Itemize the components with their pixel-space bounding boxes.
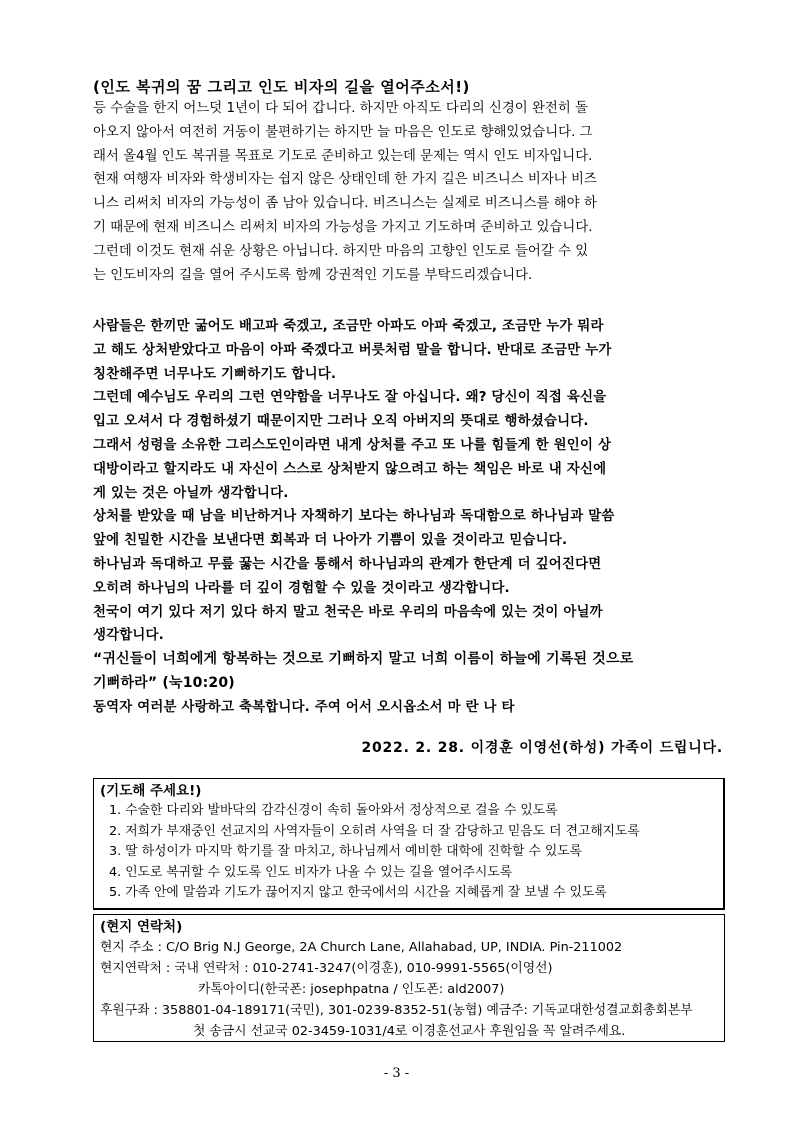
prayer-item: 3. 딸 하성이가 마지막 학기를 잘 마치고, 하나님께서 예비한 대학에 진학할 수 있도록 (109, 844, 583, 859)
prayer-item: 4. 인도로 복귀할 수 있도록 인도 비자가 나올 수 있는 길을 열어주시도록 (109, 864, 513, 880)
prayer-requests-box (93, 778, 725, 910)
phone-row (100, 958, 718, 979)
text-line: 그런데 이것도 현재 쉬운 상황은 아닙니다. 하지만 마음의 고향인 인도로 들어갈 수 있 (93, 243, 589, 259)
prayer-item: 2. 저희가 부재중인 선교지의 사역자들이 오히려 사역을 더 잘 감당하고 믿음도 더 견고해지도록 (109, 823, 640, 839)
scripture-quote-line: “귀신들이 너희에게 항복하는 것으로 기뻐하지 말고 너희 이름이 하늘에 기록된 것으로 (93, 651, 634, 668)
account-value: 358801-04-189171(국민), 301-0239-8352-51(농협) 예금주: 기독교대한성결교회총회본부 (161, 1003, 693, 1018)
text-line: 천국이 여기 있다 저기 있다 하지 말고 천국은 바로 우리의 마음속에 있는 것이 아닐까 (93, 604, 603, 620)
devotional-paragraph (93, 315, 705, 720)
text-line: 고 해도 상처받았다고 마음이 아파 죽겠다고 버릇처럼 말을 합니다. 반대로 조금만 누가 (93, 342, 612, 358)
text-line: 사람들은 한끼만 굶어도 배고파 죽겠고, 조금만 아파도 아파 죽겠고, 조금만 누가 뭐라 (93, 319, 604, 334)
phone-value: 국내 연락처 : 010-2741-3247(이경훈), 010-9991-5565(이영선) (174, 961, 553, 976)
contact-box-title: (현지 연락처) (100, 919, 183, 935)
prayer-box-title: (기도해 주세요!) (100, 783, 202, 799)
closing-line: 동역자 여러분 사랑하고 축복합니다. 주여 어서 오시옵소서 마 란 나 타 (93, 699, 515, 715)
account-label: 후원구좌 : (100, 1003, 158, 1018)
text-line: 게 있는 것은 아닐까 생각합니다. (93, 485, 289, 501)
text-line: 그런데 예수님도 우리의 그런 연약함을 너무나도 잘 아십니다. 왜? 당신이 직접 육신을 (93, 390, 607, 406)
page-number: - 3 - (383, 1066, 410, 1081)
text-line: 기 때문에 현재 비즈니스 리써치 비자의 가능성을 가지고 기도하며 준비하고 있습니다. (93, 219, 593, 235)
address-row (100, 937, 718, 958)
text-line: 대방이라고 할지라도 내 자신이 스스로 상처받지 않으려고 하는 책임은 바로 내 자신에 (93, 461, 607, 477)
phone-label: 현지연락처 : (100, 961, 171, 976)
text-line: 아오지 않아서 여전히 거동이 불편하기는 하지만 늘 마음은 인도로 향해있었습니다. 그 (93, 124, 593, 140)
text-line: 상처를 받았을 때 남을 비난하거나 자책하기 보다는 하나님과 독대함으로 하나님과 말씀 (93, 509, 615, 525)
text-line: 그래서 성령을 소유한 그리스도인이라면 내게 상처를 주고 또 나를 힘들게 한 원인이 상 (93, 437, 612, 453)
contact-info-box (93, 914, 725, 1042)
text-line: 칭찬해주면 너무나도 기뻐하기도 합니다. (93, 366, 337, 382)
text-line: 니스 리써치 비자의 가능성이 좀 남아 있습니다. 비즈니스는 실제로 비즈니스를 해야 하 (93, 196, 597, 212)
account-note: 첫 송금시 선교국 02-3459-1031/4로 이경훈선교사 후원임을 꼭 알려주세요. (193, 1024, 626, 1039)
text-line: 생각합니다. (93, 628, 164, 644)
prayer-item: 1. 수술한 다리와 발바닥의 감각신경이 속히 돌아와서 정상적으로 걸을 수 있도록 (109, 803, 558, 818)
text-line: 오히려 하나님의 나라를 더 깊이 경험할 수 있을 것이라고 생각합니다. (93, 580, 510, 596)
signature-line: 2022. 2. 28. 이경훈 이영선(하성) 가족이 드립니다. (361, 740, 723, 756)
text-line: 등 수술을 한지 어느덧 1년이 다 되어 갑니다. 하지만 아직도 다리의 신경이 완전히 돌 (93, 101, 588, 116)
visa-prayer-paragraph (93, 97, 705, 287)
address-label: 현지 주소 : (100, 940, 162, 955)
text-line: 입고 오셔서 다 경험하셨기 때문이지만 그러나 오직 아버지의 뜻대로 행하셨습니다. (93, 414, 589, 430)
text-line: 는 인도비자의 길을 열어 주시도록 함께 강권적인 기도를 부탁드리겠습니다. (93, 267, 533, 283)
scripture-quote-line: 기뻐하라” (눅10:20) (93, 674, 235, 691)
text-line: 현재 여행자 비자와 학생비자는 쉽지 않은 상태인데 한 가지 길은 비즈니스 비자나 비즈 (93, 172, 597, 188)
account-row (100, 1000, 718, 1021)
prayer-item: 5. 가족 안에 말씀과 기도가 끊어지지 않고 한국에서의 시간을 지혜롭게 잘 보낼 수 있도록 (109, 885, 607, 900)
text-line: 앞에 친밀한 시간을 보낸다면 회복과 더 나아가 기쁨이 있을 것이라고 믿습니다. (93, 533, 568, 549)
address-value: C/O Brig N.J George, 2A Church Lane, Allahabad, UP, INDIA. Pin-211002 (165, 940, 623, 955)
section-title: (인도 복귀의 꿈 그리고 인도 비자의 길을 열어주소서!) (93, 78, 470, 96)
text-line: 래서 올4월 인도 복귀를 목표로 기도로 준비하고 있는데 문제는 역시 인도 비자입니다. (93, 148, 593, 164)
kakao-id-row: 카톡아이디(한국폰: josephpatna / 인도폰: ald2007) (198, 982, 505, 997)
text-line: 하나님과 독대하고 무릎 꿇는 시간을 통해서 하나님과의 관계가 한단계 더 깊어진다면 (93, 556, 602, 572)
